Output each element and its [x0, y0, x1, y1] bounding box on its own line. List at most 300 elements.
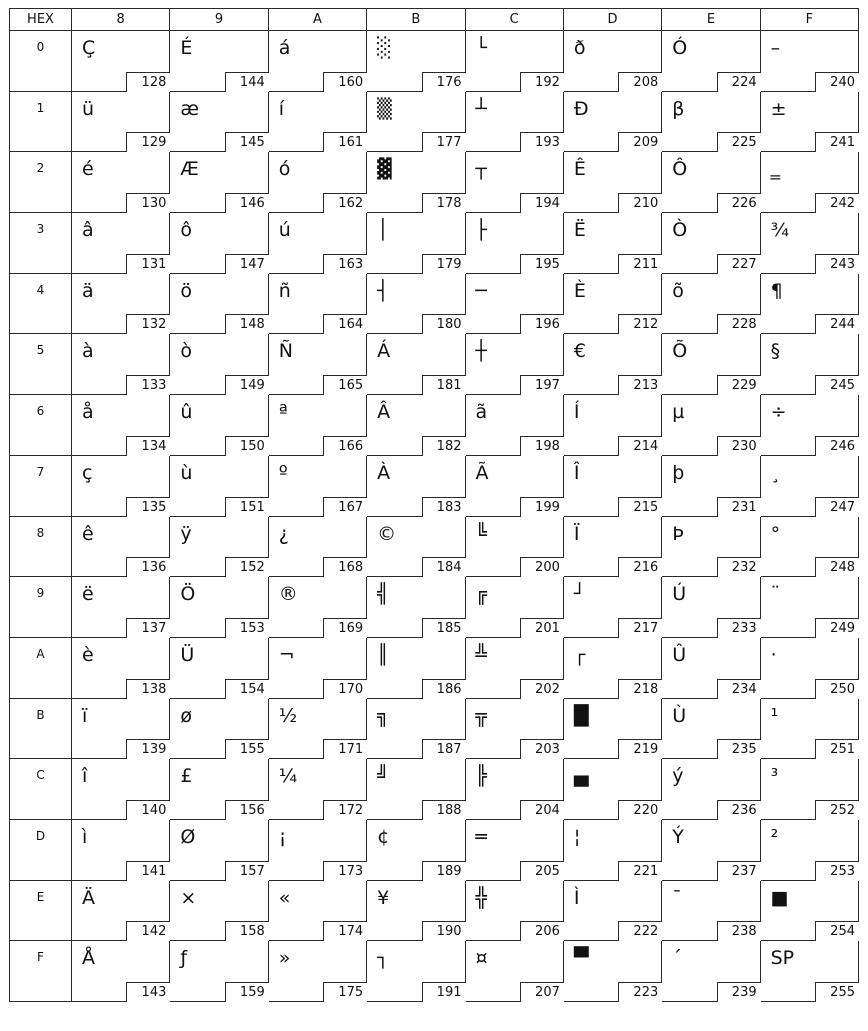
char-code: 172: [323, 800, 367, 820]
char-cell: [465, 516, 563, 577]
char-glyph: ═: [475, 825, 487, 848]
char-glyph: Û: [672, 643, 687, 666]
char-cell: [170, 577, 268, 638]
char-glyph: Đ: [573, 97, 589, 120]
char-code: 197: [520, 375, 564, 395]
char-cell: [760, 395, 858, 456]
char-cell: [563, 759, 661, 820]
char-code: 159: [225, 982, 269, 1002]
row-header: C: [10, 759, 72, 820]
char-glyph: ½: [278, 704, 298, 727]
char-code: 212: [618, 314, 662, 334]
row-header: 9: [10, 577, 72, 638]
char-glyph: Õ: [672, 340, 688, 363]
table-row: [10, 91, 859, 152]
char-code: 231: [717, 497, 761, 517]
table-row: [10, 516, 859, 577]
char-glyph: ª: [278, 401, 288, 424]
char-code: 184: [422, 557, 466, 577]
char-cell: [563, 941, 661, 1002]
char-glyph: »: [278, 947, 291, 970]
char-glyph: ©: [377, 522, 397, 545]
column-header: D: [563, 9, 661, 31]
char-cell: [367, 759, 465, 820]
char-cell: [268, 31, 366, 92]
char-cell: [72, 819, 170, 880]
char-code: 158: [225, 921, 269, 941]
column-header: F: [760, 9, 858, 31]
char-code: 214: [618, 436, 662, 456]
char-glyph: Ê: [573, 158, 586, 181]
char-cell: [170, 91, 268, 152]
char-cell: [662, 577, 760, 638]
char-glyph: ┼: [475, 340, 487, 363]
char-code: 177: [422, 132, 466, 152]
char-glyph: É: [180, 37, 193, 59]
table-row: [10, 334, 859, 395]
row-header: 3: [10, 213, 72, 274]
char-code: 153: [225, 618, 269, 638]
char-code: 142: [126, 921, 170, 941]
char-cell: [72, 334, 170, 395]
char-cell: [268, 698, 366, 759]
char-glyph: Ç: [82, 37, 96, 59]
char-code: 239: [717, 982, 761, 1002]
char-glyph: ¾: [770, 219, 790, 242]
char-cell: [170, 455, 268, 516]
char-code: 243: [815, 254, 859, 274]
char-code: 139: [126, 739, 170, 759]
char-cell: [367, 577, 465, 638]
char-code: 201: [520, 618, 564, 638]
table-row: [10, 880, 859, 941]
char-cell: [662, 395, 760, 456]
char-code: 242: [815, 193, 859, 213]
char-cell: [563, 91, 661, 152]
char-cell: [72, 698, 170, 759]
char-glyph: ð: [573, 37, 586, 59]
char-code: 149: [225, 375, 269, 395]
char-glyph: Ø: [180, 825, 196, 848]
char-code: 180: [422, 314, 466, 334]
char-cell: [760, 819, 858, 880]
char-glyph: ¢: [377, 825, 390, 848]
char-glyph: Ò: [672, 219, 688, 242]
char-cell: [170, 819, 268, 880]
char-cell: [465, 941, 563, 1002]
char-code: 186: [422, 679, 466, 699]
char-cell: [268, 455, 366, 516]
char-code: 173: [323, 861, 367, 881]
char-glyph: ┴: [475, 97, 487, 120]
char-cell: [662, 213, 760, 274]
char-glyph: SP: [770, 947, 795, 970]
char-glyph: ╔: [475, 583, 487, 606]
char-code: 228: [717, 314, 761, 334]
char-cell: [563, 637, 661, 698]
char-glyph: Ã: [475, 461, 489, 484]
char-cell: [465, 152, 563, 213]
char-code: 163: [323, 254, 367, 274]
char-glyph: Ï: [573, 522, 580, 545]
char-code: 254: [815, 921, 859, 941]
char-cell: [465, 395, 563, 456]
char-cell: [268, 759, 366, 820]
char-code: 150: [225, 436, 269, 456]
char-code: 169: [323, 618, 367, 638]
char-cell: [662, 273, 760, 334]
char-glyph: Í: [573, 401, 580, 424]
char-code: 206: [520, 921, 564, 941]
char-code: 140: [126, 800, 170, 820]
table-row: [10, 273, 859, 334]
char-glyph: ■: [770, 886, 789, 909]
char-glyph: ¡: [278, 825, 287, 848]
char-cell: [760, 637, 858, 698]
char-glyph: å: [82, 401, 94, 424]
char-code: 218: [618, 679, 662, 699]
char-code: 225: [717, 132, 761, 152]
char-code: 208: [618, 72, 662, 92]
char-code: 182: [422, 436, 466, 456]
char-cell: [170, 395, 268, 456]
char-glyph: ╚: [475, 522, 487, 545]
row-header: D: [10, 819, 72, 880]
char-code: 241: [815, 132, 859, 152]
char-glyph: ä: [82, 279, 94, 302]
char-code: 185: [422, 618, 466, 638]
char-glyph: ╣: [377, 583, 389, 606]
char-code: 166: [323, 436, 367, 456]
char-glyph: │: [377, 219, 389, 242]
char-code: 232: [717, 557, 761, 577]
char-cell: [563, 31, 661, 92]
char-code: 131: [126, 254, 170, 274]
char-code: 246: [815, 436, 859, 456]
char-glyph: Ô: [672, 158, 688, 181]
char-cell: [268, 152, 366, 213]
char-glyph: Ú: [672, 583, 687, 606]
char-code: 171: [323, 739, 367, 759]
row-header: E: [10, 880, 72, 941]
char-code: 133: [126, 375, 170, 395]
char-glyph: Ù: [672, 704, 687, 727]
char-code: 195: [520, 254, 564, 274]
char-code: 207: [520, 982, 564, 1002]
char-code: 157: [225, 861, 269, 881]
char-glyph: æ: [180, 97, 200, 120]
char-cell: [662, 152, 760, 213]
char-cell: [72, 880, 170, 941]
table-row: [10, 577, 859, 638]
char-cell: [760, 273, 858, 334]
char-cell: [563, 455, 661, 516]
char-glyph: ¤: [475, 947, 488, 970]
char-cell: [367, 395, 465, 456]
column-header: C: [465, 9, 563, 31]
char-code: 229: [717, 375, 761, 395]
char-glyph: Î: [573, 461, 580, 484]
char-glyph: §: [770, 340, 781, 363]
char-cell: [465, 698, 563, 759]
char-cell: [367, 698, 465, 759]
char-glyph: µ: [672, 401, 685, 424]
char-cell: [760, 31, 858, 92]
char-code: 255: [815, 982, 859, 1002]
char-glyph: Ì: [573, 886, 580, 909]
char-code: 247: [815, 497, 859, 517]
char-glyph: ¬: [278, 643, 295, 666]
char-glyph: ·: [770, 643, 777, 666]
char-glyph: Ý: [672, 825, 684, 848]
char-cell: [465, 880, 563, 941]
char-cell: [465, 637, 563, 698]
char-code: 187: [422, 739, 466, 759]
char-code: 146: [225, 193, 269, 213]
char-cell: [760, 880, 858, 941]
char-glyph: ╠: [475, 765, 487, 788]
char-code: 194: [520, 193, 564, 213]
char-cell: [268, 91, 366, 152]
char-glyph: è: [82, 643, 94, 666]
row-header: 4: [10, 273, 72, 334]
table-row: [10, 759, 859, 820]
char-code: 192: [520, 72, 564, 92]
char-code: 223: [618, 982, 662, 1002]
char-glyph: Æ: [180, 158, 199, 181]
row-header: 5: [10, 334, 72, 395]
char-code: 220: [618, 800, 662, 820]
char-glyph: Â: [377, 401, 391, 424]
char-glyph: ┌: [573, 643, 586, 666]
char-cell: [563, 213, 661, 274]
char-cell: [563, 698, 661, 759]
char-cell: [367, 637, 465, 698]
char-glyph: ┬: [475, 158, 487, 181]
char-code: 253: [815, 861, 859, 881]
char-glyph: ³: [770, 765, 779, 788]
char-glyph: à: [82, 340, 94, 363]
char-cell: [72, 273, 170, 334]
char-cell: [170, 334, 268, 395]
char-glyph: ‗: [770, 158, 781, 181]
char-cell: [367, 273, 465, 334]
char-cell: [72, 759, 170, 820]
column-header: 8: [72, 9, 170, 31]
char-cell: [465, 759, 563, 820]
header-row: [10, 9, 859, 31]
char-code: 211: [618, 254, 662, 274]
row-header: 0: [10, 31, 72, 92]
char-code: 155: [225, 739, 269, 759]
char-code: 174: [323, 921, 367, 941]
char-code: 132: [126, 314, 170, 334]
char-code: 178: [422, 193, 466, 213]
char-glyph: ▓: [377, 158, 392, 181]
char-cell: [367, 213, 465, 274]
char-code: 165: [323, 375, 367, 395]
char-glyph: Á: [377, 340, 391, 363]
char-cell: [72, 941, 170, 1002]
char-cell: [268, 880, 366, 941]
char-glyph: ì: [82, 825, 88, 848]
char-cell: [367, 941, 465, 1002]
char-cell: [662, 941, 760, 1002]
char-code: 252: [815, 800, 859, 820]
table-row: [10, 395, 859, 456]
char-code: 198: [520, 436, 564, 456]
char-glyph: È: [573, 279, 586, 302]
char-code: 204: [520, 800, 564, 820]
char-code: 189: [422, 861, 466, 881]
char-code: 193: [520, 132, 564, 152]
char-glyph: █: [573, 704, 589, 727]
char-code: 227: [717, 254, 761, 274]
char-cell: [563, 516, 661, 577]
char-cell: [465, 213, 563, 274]
char-code: 167: [323, 497, 367, 517]
row-header: 1: [10, 91, 72, 152]
char-cell: [170, 31, 268, 92]
char-cell: [662, 698, 760, 759]
char-code: 130: [126, 193, 170, 213]
table-row: [10, 213, 859, 274]
char-cell: [268, 637, 366, 698]
char-code: 148: [225, 314, 269, 334]
char-glyph: ╦: [475, 704, 487, 727]
char-code: 216: [618, 557, 662, 577]
char-code: 168: [323, 557, 367, 577]
char-glyph: ò: [180, 340, 192, 363]
char-cell: [662, 637, 760, 698]
char-cell: [268, 516, 366, 577]
char-glyph: ®: [278, 583, 298, 606]
char-code: 215: [618, 497, 662, 517]
char-cell: [367, 516, 465, 577]
char-cell: [72, 637, 170, 698]
char-code: 202: [520, 679, 564, 699]
char-cell: [662, 880, 760, 941]
char-cell: [760, 91, 858, 152]
char-code: 236: [717, 800, 761, 820]
char-glyph: ï: [82, 704, 88, 727]
char-glyph: β: [672, 97, 685, 120]
char-cell: [170, 759, 268, 820]
char-code: 234: [717, 679, 761, 699]
char-code: 129: [126, 132, 170, 152]
char-code: 200: [520, 557, 564, 577]
char-code: 183: [422, 497, 466, 517]
char-cell: [72, 577, 170, 638]
char-glyph: ´: [672, 947, 682, 970]
char-glyph: └: [475, 37, 487, 59]
char-glyph: ô: [180, 219, 192, 242]
char-cell: [170, 941, 268, 1002]
char-code: 164: [323, 314, 367, 334]
char-cell: [268, 213, 366, 274]
char-code: 221: [618, 861, 662, 881]
char-cell: [760, 152, 858, 213]
char-glyph: î: [82, 765, 88, 788]
table-row: [10, 698, 859, 759]
char-cell: [563, 395, 661, 456]
char-glyph: é: [82, 158, 94, 181]
char-glyph: ░: [377, 37, 392, 59]
char-cell: [170, 880, 268, 941]
char-glyph: â: [82, 219, 94, 242]
char-code: 135: [126, 497, 170, 517]
char-cell: [268, 941, 366, 1002]
char-code: 210: [618, 193, 662, 213]
char-glyph: ±: [770, 97, 787, 120]
char-code: 226: [717, 193, 761, 213]
char-glyph: Ë: [573, 219, 586, 242]
char-glyph: ╝: [377, 765, 389, 788]
char-code: 188: [422, 800, 466, 820]
char-glyph: ┐: [377, 947, 389, 970]
char-cell: [563, 819, 661, 880]
char-code: 251: [815, 739, 859, 759]
char-glyph: þ: [672, 461, 685, 484]
char-code: 238: [717, 921, 761, 941]
char-code: 205: [520, 861, 564, 881]
char-code: 222: [618, 921, 662, 941]
char-cell: [465, 455, 563, 516]
column-header: B: [367, 9, 465, 31]
char-glyph: ê: [82, 522, 94, 545]
char-cell: [465, 819, 563, 880]
char-cell: [465, 91, 563, 152]
char-cell: [367, 31, 465, 92]
char-code: 237: [717, 861, 761, 881]
char-code: 240: [815, 72, 859, 92]
char-glyph: ║: [377, 643, 389, 666]
char-glyph: ¥: [377, 886, 390, 909]
char-glyph: ö: [180, 279, 192, 302]
char-glyph: ├: [475, 219, 487, 242]
char-cell: [268, 273, 366, 334]
char-cell: [662, 455, 760, 516]
char-glyph: ¶: [770, 279, 783, 302]
char-code: 190: [422, 921, 466, 941]
char-code: 244: [815, 314, 859, 334]
char-cell: [662, 31, 760, 92]
char-glyph: ─: [475, 279, 487, 302]
table-row: [10, 455, 859, 516]
char-code: 245: [815, 375, 859, 395]
char-code: 162: [323, 193, 367, 213]
char-code: 152: [225, 557, 269, 577]
char-cell: [760, 334, 858, 395]
char-glyph: ┘: [573, 583, 586, 606]
row-header: A: [10, 637, 72, 698]
char-cell: [760, 516, 858, 577]
char-cell: [563, 273, 661, 334]
char-glyph: ó: [278, 158, 291, 181]
char-glyph: Ó: [672, 37, 688, 59]
char-glyph: Å: [82, 947, 95, 970]
char-code: 144: [225, 72, 269, 92]
char-glyph: á: [278, 37, 291, 59]
char-glyph: ë: [82, 583, 94, 606]
char-cell: [170, 273, 268, 334]
char-code: 141: [126, 861, 170, 881]
row-header: 2: [10, 152, 72, 213]
char-cell: [563, 880, 661, 941]
char-cell: [465, 273, 563, 334]
char-code: 213: [618, 375, 662, 395]
char-cell: [72, 91, 170, 152]
